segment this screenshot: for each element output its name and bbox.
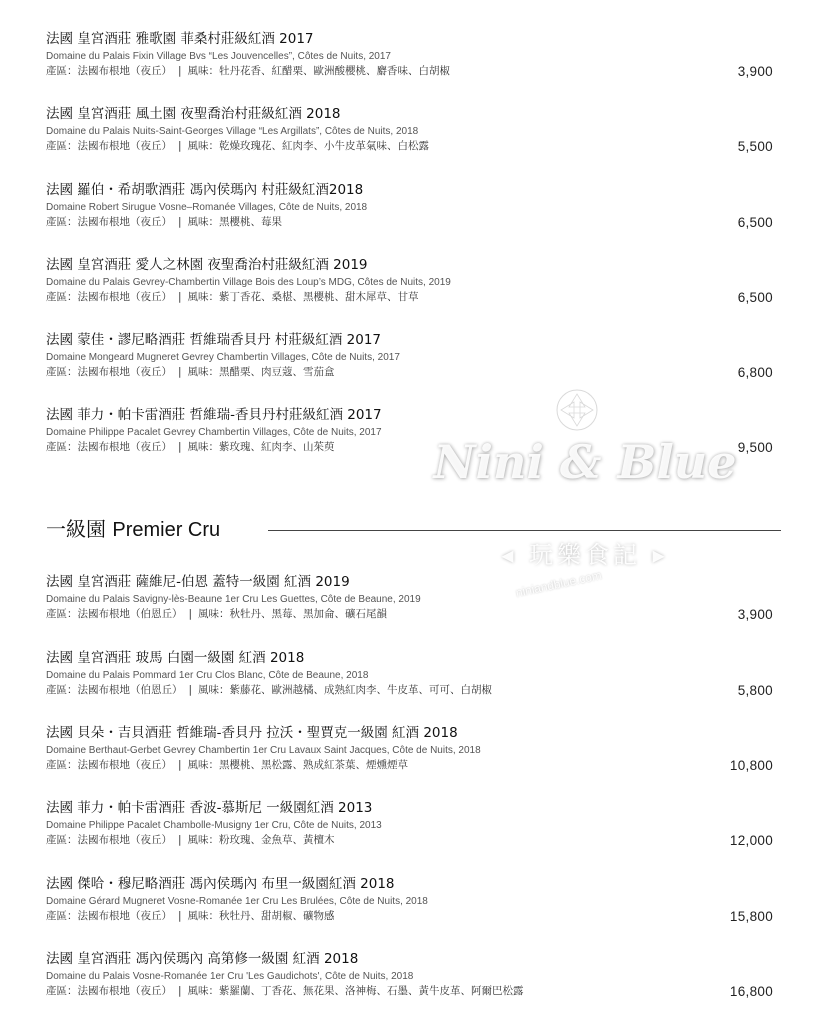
wine-french-name: Domaine du Palais Savigny-lès-Beaune 1er Cru Les Guettes, Côte de Beaune, 2019 — [46, 594, 421, 605]
watermark-subtitle-text: 玩樂食記 — [529, 541, 641, 569]
separator: | — [178, 759, 182, 771]
wine-meta — [46, 290, 781, 305]
wine-meta — [46, 365, 781, 380]
wine-title: 法國 皇宮酒莊 玻馬 白園一級園 紅酒 2018 — [46, 650, 305, 666]
wine-french-name: Domaine du Palais Pommard 1er Cru Clos Blanc, Côte de Beaune, 2018 — [46, 670, 369, 681]
separator: | — [178, 985, 182, 997]
wine-entry — [46, 331, 781, 380]
wine-meta — [46, 833, 781, 848]
wine-region: 產區：法國布根地（伯恩丘） — [46, 608, 183, 620]
section-title-en: Premier Cru — [112, 519, 221, 541]
wine-price: 5,500 — [737, 139, 773, 154]
wine-entry — [46, 105, 781, 154]
wine-title: 法國 菲力・帕卡雷酒莊 哲維瑞-香貝丹村莊級紅酒 2017 — [46, 407, 382, 423]
wine-entry — [46, 406, 781, 455]
wine-meta — [46, 215, 781, 230]
wine-french-name: Domaine Philippe Pacalet Gevrey Chambertin Villages, Côte de Nuits, 2017 — [46, 427, 382, 438]
watermark-url: niniandblue.com — [514, 568, 603, 600]
wine-french-name: Domaine Gérard Mugneret Vosne-Romanée 1er Cru Les Brulées, Côte de Nuits, 2018 — [46, 896, 428, 907]
wine-price: 15,800 — [729, 909, 773, 924]
section-title-zh: 一級園 — [46, 517, 106, 541]
wine-title: 法國 蒙佳・謬尼略酒莊 哲維瑞香貝丹 村莊級紅酒 2017 — [46, 332, 382, 348]
wine-meta — [46, 607, 781, 622]
wine-title: 法國 皇宮酒莊 風土園 夜聖喬治村莊級紅酒 2018 — [46, 106, 341, 122]
wine-region: 產區：法國布根地（夜丘） — [46, 366, 172, 378]
wine-flavor: 風味：紫藤花、歐洲越橘、成熟紅肉李、牛皮革、可可、白胡椒 — [198, 684, 493, 696]
wine-region: 產區：法國布根地（夜丘） — [46, 910, 172, 922]
wine-price: 10,800 — [729, 758, 773, 773]
separator: | — [178, 441, 182, 453]
wine-region: 產區：法國布根地（夜丘） — [46, 985, 172, 997]
wine-flavor: 風味：紫丁香花、桑椹、黑櫻桃、甜木犀草、甘草 — [187, 291, 419, 303]
wine-entry — [46, 256, 781, 305]
wine-french-name: Domaine Berthaut-Gerbet Gevrey Chambertin 1er Cru Lavaux Saint Jacques, Côte de Nuits, 2018 — [46, 745, 481, 756]
wine-french-name: Domaine du Palais Vosne-Romanée 1er Cru 'Les Gaudichots', Côte de Nuits, 2018 — [46, 971, 414, 982]
wine-flavor: 風味：乾燥玫瑰花、紅肉李、小牛皮革氣味、白松露 — [187, 140, 430, 152]
wine-region: 產區：法國布根地（伯恩丘） — [46, 684, 183, 696]
wine-region: 產區：法國布根地（夜丘） — [46, 140, 172, 152]
separator: | — [178, 366, 182, 378]
wine-entry — [46, 573, 781, 622]
wine-price: 6,500 — [737, 290, 773, 305]
wine-title: 法國 皇宮酒莊 愛人之林園 夜聖喬治村莊級紅酒 2019 — [46, 257, 368, 273]
wine-french-name: Domaine Philippe Pacalet Chambolle-Musigny 1er Cru, Côte de Nuits, 2013 — [46, 820, 382, 831]
wine-meta — [46, 64, 781, 79]
separator: | — [178, 834, 182, 846]
wine-title: 法國 皇宮酒莊 馮內侯瑪內 高第修一級園 紅酒 2018 — [46, 951, 359, 967]
wine-title: 法國 傑哈・穆尼略酒莊 馮內侯瑪內 布里一級園紅酒 2018 — [46, 876, 395, 892]
wine-entry — [46, 875, 781, 924]
wine-region: 產區：法國布根地（夜丘） — [46, 834, 172, 846]
wine-price: 12,000 — [729, 833, 773, 848]
wine-flavor: 風味：粉玫瑰、金魚草、黃檀木 — [187, 834, 335, 846]
wine-title: 法國 貝朵・吉貝酒莊 哲維瑞-香貝丹 拉沃・聖賈克一級園 紅酒 2018 — [46, 725, 458, 741]
wine-region: 產區：法國布根地（夜丘） — [46, 759, 172, 771]
wine-price: 6,500 — [737, 215, 773, 230]
wine-title: 法國 羅伯・希胡歌酒莊 馮內侯瑪內 村莊級紅酒2018 — [46, 182, 364, 198]
wine-flavor: 風味：秋牡丹、甜胡椒、礦物感 — [187, 910, 335, 922]
wine-flavor: 風味：黑櫻桃、莓果 — [187, 216, 283, 228]
wine-region: 產區：法國布根地（夜丘） — [46, 291, 172, 303]
section-divider — [268, 530, 781, 531]
wine-french-name: Domaine Robert Sirugue Vosne–Romanée Villages, Côte de Nuits, 2018 — [46, 202, 368, 213]
separator: | — [188, 608, 193, 620]
wine-price: 5,800 — [737, 683, 773, 698]
watermark-brand: Nini & Blue — [433, 435, 737, 489]
wine-meta — [46, 139, 781, 154]
separator: | — [178, 291, 182, 303]
wine-meta — [46, 909, 781, 924]
wine-french-name: Domaine du Palais Gevrey-Chambertin Village Bois des Loup’s MDG, Côtes de Nuits, 2019 — [46, 277, 451, 288]
wine-meta — [46, 440, 781, 455]
wine-meta — [46, 758, 781, 773]
wine-region: 產區：法國布根地（夜丘） — [46, 216, 172, 228]
wine-region: 產區：法國布根地（夜丘） — [46, 65, 172, 77]
wine-entry — [46, 649, 781, 698]
wine-flavor: 風味：黑醋栗、肉豆蔻、雪茄盒 — [187, 366, 335, 378]
wine-french-name: Domaine du Palais Fixin Village Bvs “Les Jouvencelles”, Côtes de Nuits, 2017 — [46, 51, 391, 62]
wine-price: 9,500 — [737, 440, 773, 455]
wine-entry — [46, 799, 781, 848]
wine-price: 3,900 — [737, 607, 773, 622]
wine-meta — [46, 984, 781, 999]
watermark-subtitle: ◂ 玩樂食記 ▸ — [501, 541, 669, 569]
separator: | — [178, 216, 182, 228]
wine-french-name: Domaine du Palais Nuits-Saint-Georges Village “Les Argillats”, Côtes de Nuits, 2018 — [46, 126, 419, 137]
wine-flavor: 風味：秋牡丹、黑莓、黑加侖、礦石尾韻 — [198, 608, 388, 620]
wine-price: 16,800 — [729, 984, 773, 999]
wine-flavor: 風味：黑櫻桃、黑松露、熟成紅茶葉、煙燻煙草 — [187, 759, 409, 771]
wine-price: 3,900 — [737, 64, 773, 79]
wine-title: 法國 皇宮酒莊 薩維尼-伯恩 蓋特一級園 紅酒 2019 — [46, 574, 350, 590]
wine-entry — [46, 181, 781, 230]
wine-french-name: Domaine Mongeard Mugneret Gevrey Chambertin Villages, Côte de Nuits, 2017 — [46, 352, 400, 363]
separator: | — [178, 65, 182, 77]
wine-title: 法國 菲力・帕卡雷酒莊 香波-慕斯尼 一級園紅酒 2013 — [46, 800, 373, 816]
wine-entry — [46, 30, 781, 79]
wine-entry — [46, 950, 781, 999]
section-header-premier-cru — [46, 516, 781, 542]
wine-meta — [46, 683, 781, 698]
wine-flavor: 風味：牡丹花香、紅醋栗、歐洲酸櫻桃、麝香味、白胡椒 — [187, 65, 451, 77]
wine-title: 法國 皇宮酒莊 雅歌園 菲桑村莊級紅酒 2017 — [46, 31, 314, 47]
separator: | — [178, 140, 182, 152]
separator: | — [188, 684, 193, 696]
separator: | — [178, 910, 182, 922]
wine-price: 6,800 — [737, 365, 773, 380]
wine-region: 產區：法國布根地（夜丘） — [46, 441, 172, 453]
wine-flavor: 風味：紫羅蘭、丁香花、無花果、洛神梅、石墨、黃牛皮革、阿爾巴松露 — [187, 985, 524, 997]
wine-entry — [46, 724, 781, 773]
wine-flavor: 風味：紫玫瑰、紅肉李、山茱萸 — [187, 441, 335, 453]
